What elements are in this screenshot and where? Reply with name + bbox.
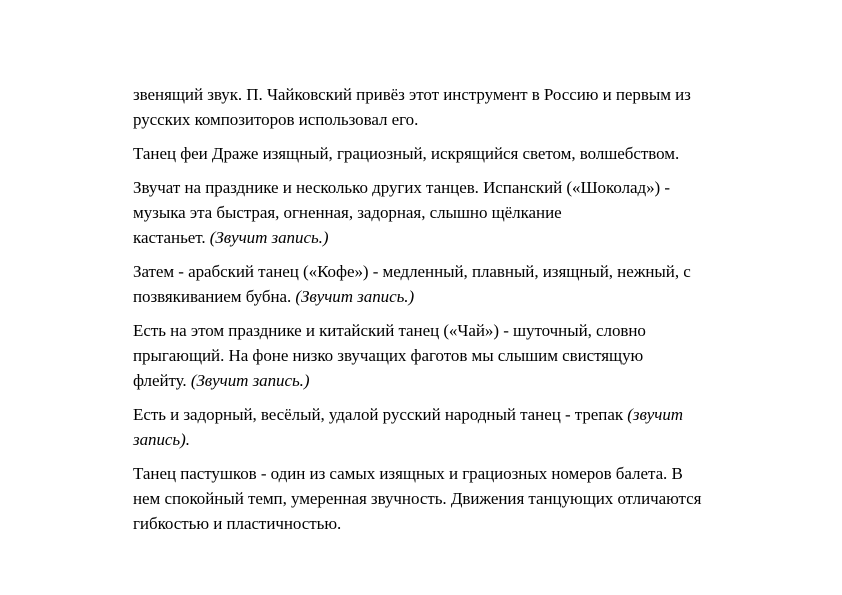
text-run: Есть и задорный, весёлый, удалой русский народный танец - трепак: [133, 405, 628, 424]
text-line: [133, 284, 738, 309]
paragraph: [133, 259, 738, 309]
text-run: музыка эта быстрая, огненная, задорная, слышно щёлкание: [133, 203, 562, 222]
text-run: Есть на этом празднике и китайский танец («Чай») - шуточный, словно: [133, 321, 646, 340]
text-line: [133, 343, 738, 368]
text-line: [133, 461, 738, 486]
text-line: [133, 82, 738, 107]
text-line: [133, 486, 738, 511]
text-run: Танец феи Драже изящный, грациозный, искрящийся светом, волшебством.: [133, 144, 680, 163]
text-run: звенящий звук. П. Чайковский привёз этот инструмент в Россию и первым из: [133, 85, 691, 104]
text-run: флейту.: [133, 371, 191, 390]
italic-text-run: (Звучит запись.): [295, 287, 415, 306]
text-line: [133, 318, 738, 343]
paragraph: [133, 141, 738, 166]
text-line: [133, 511, 738, 536]
text-run: Танец пастушков - один из самых изящных и грациозных номеров балета. В: [133, 464, 683, 483]
text-run: позвякиванием бубна.: [133, 287, 296, 306]
italic-text-run: запись).: [133, 430, 190, 449]
paragraph: [133, 175, 738, 250]
paragraph: [133, 402, 738, 452]
paragraph: [133, 318, 738, 393]
paragraph: [133, 461, 738, 536]
text-run: Звучат на празднике и несколько других танцев. Испанский («Шоколад») -: [133, 178, 670, 197]
italic-text-run: (звучит: [627, 405, 684, 424]
text-run: прыгающий. На фоне низко звучащих фаготов мы слышим свистящую: [133, 346, 644, 365]
text-run: Затем - арабский танец («Кофе») - медленный, плавный, изящный, нежный, с: [133, 262, 691, 281]
text-line: [133, 175, 738, 200]
text-line: [133, 259, 738, 284]
text-line: [133, 368, 738, 393]
text-run: кастаньет.: [133, 228, 210, 247]
text-line: [133, 225, 738, 250]
text-line: [133, 427, 738, 452]
text-run: нем спокойный темп, умеренная звучность. Движения танцующих отличаются: [133, 489, 702, 508]
text-line: [133, 402, 738, 427]
text-run: гибкостью и пластичностью.: [133, 514, 342, 533]
italic-text-run: (Звучит запись.): [209, 228, 329, 247]
text-run: русских композиторов использовал его.: [133, 110, 419, 129]
text-line: [133, 200, 738, 225]
paragraph: [133, 82, 738, 132]
italic-text-run: (Звучит запись.): [190, 371, 310, 390]
text-line: [133, 107, 738, 132]
text-line: [133, 141, 738, 166]
document-body: [133, 82, 738, 545]
